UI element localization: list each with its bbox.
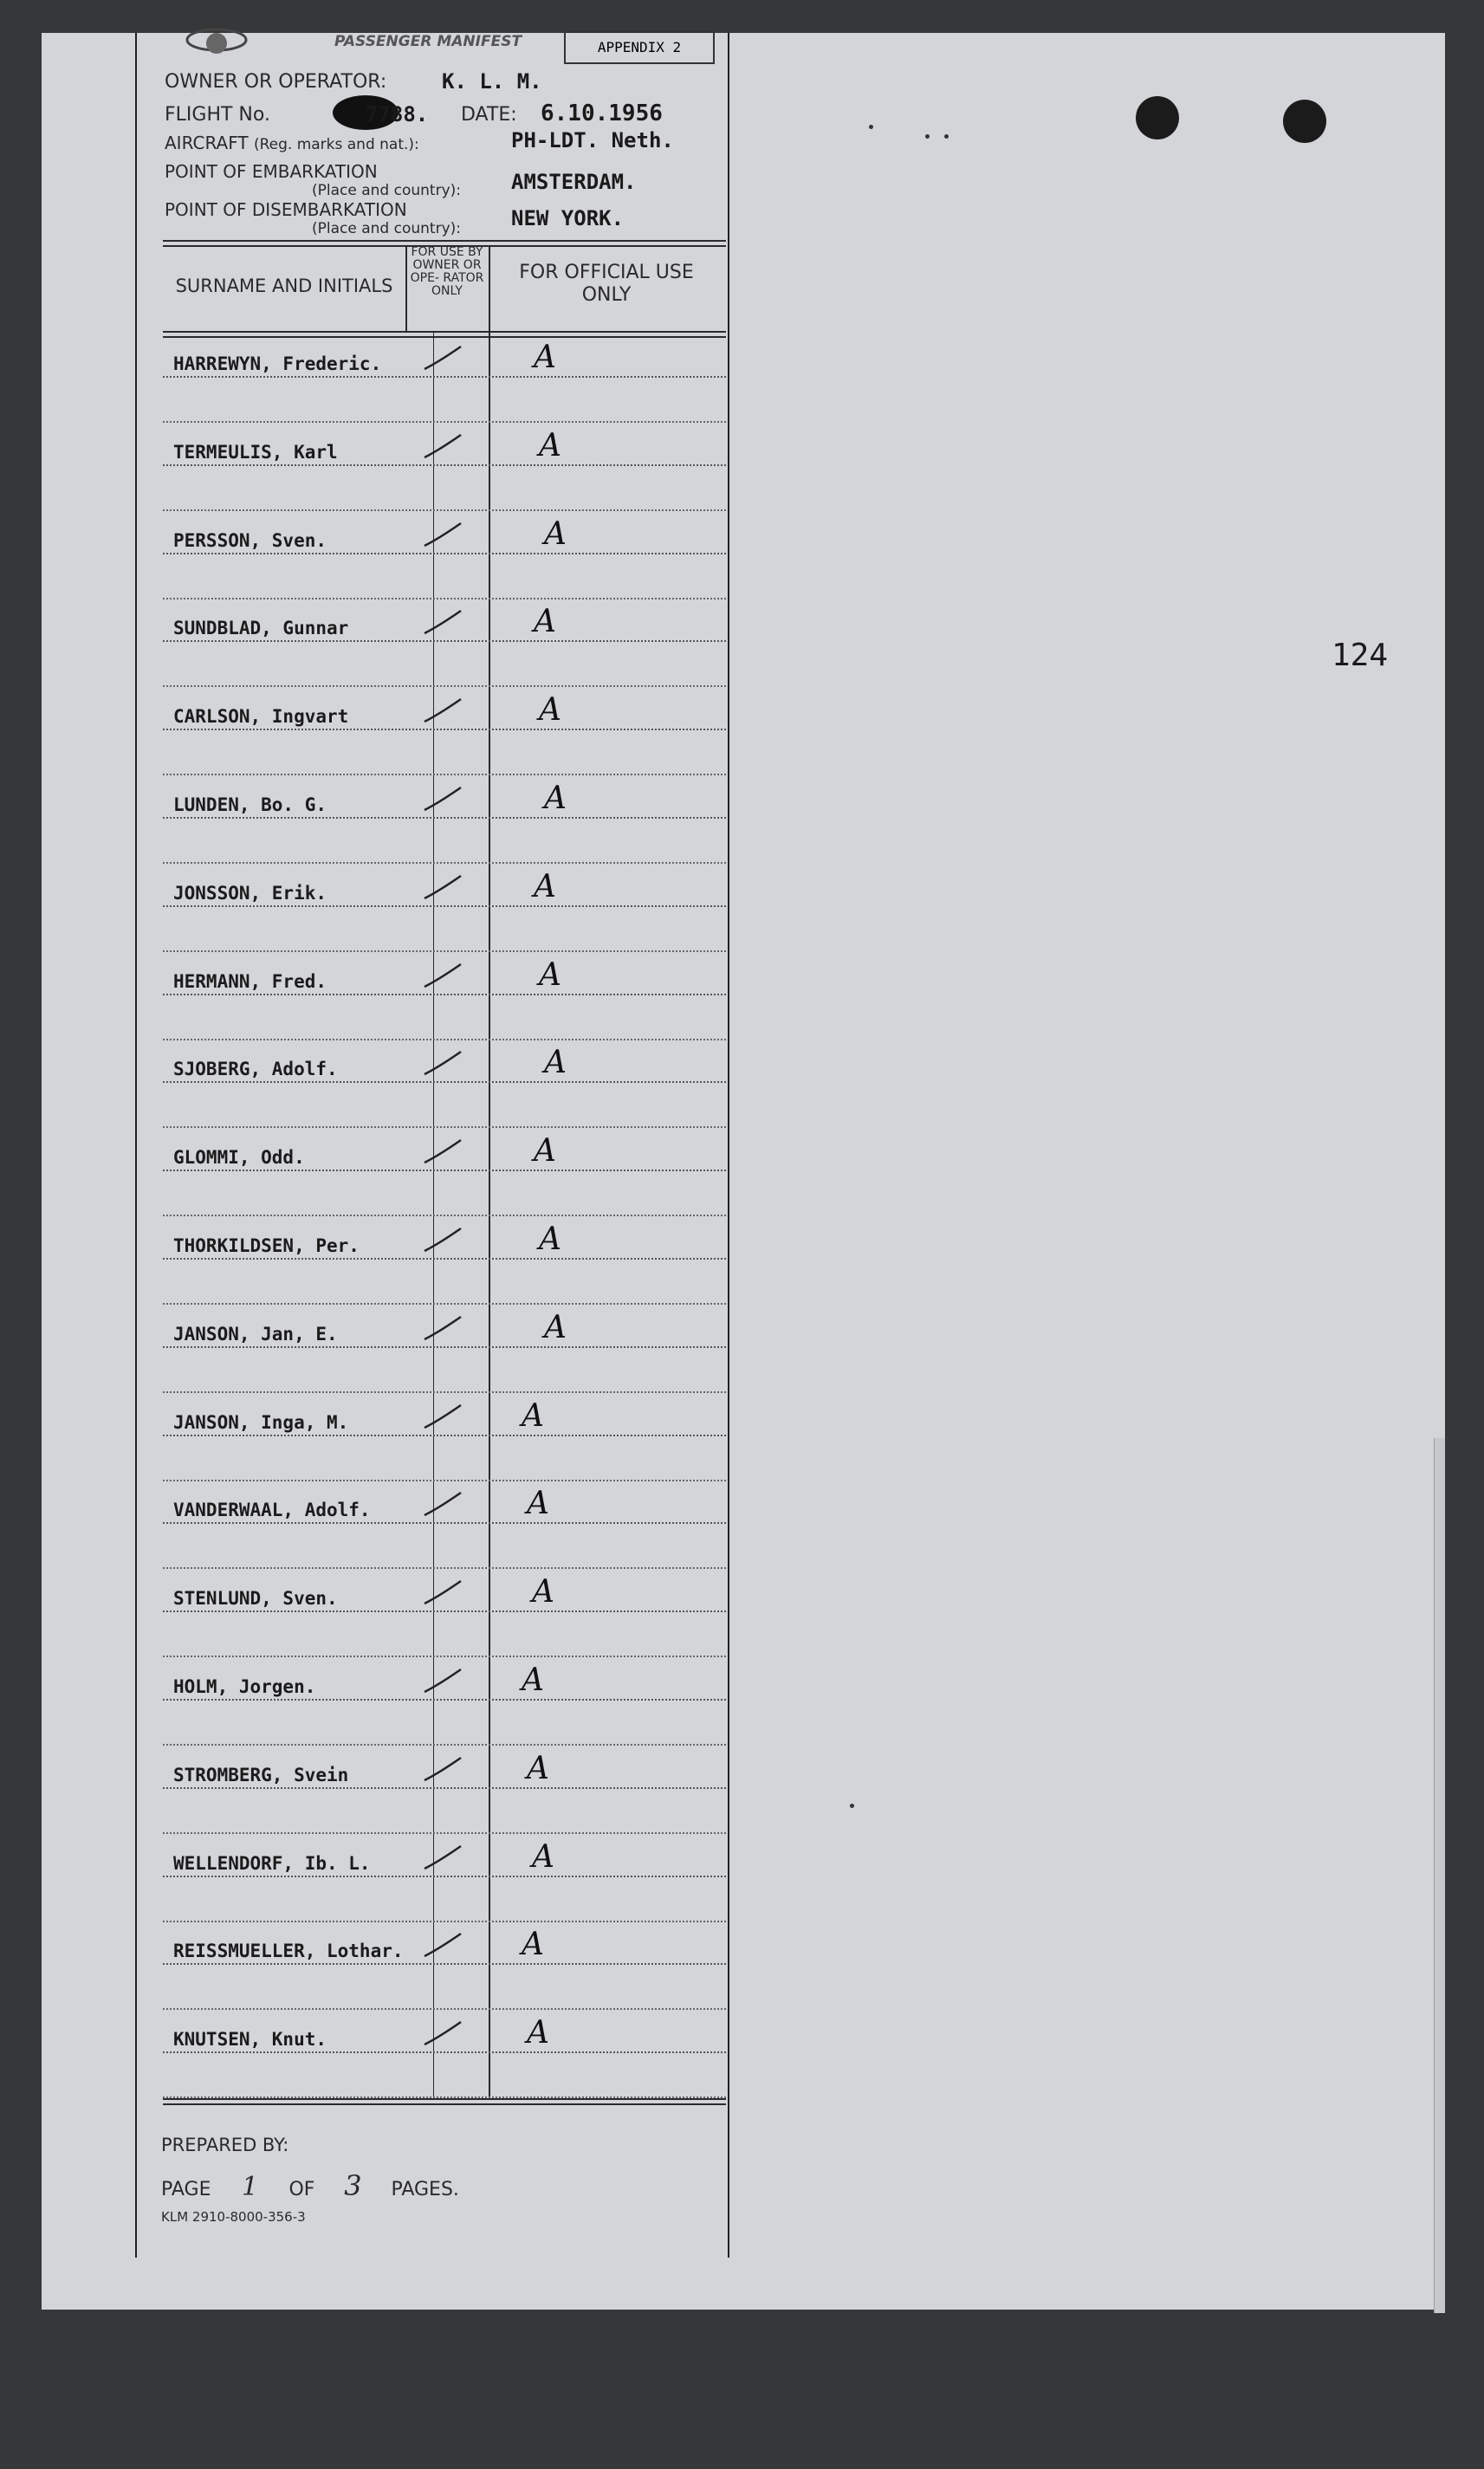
col-surname: SURNAME AND INITIALS xyxy=(175,275,393,296)
official-mark: A xyxy=(532,1574,554,1610)
passenger-name: PERSSON, Sven. xyxy=(173,529,327,551)
owner-value: K. L. M. xyxy=(442,69,542,94)
passenger-row xyxy=(163,1569,726,1656)
checkmark-icon xyxy=(423,607,463,637)
checkmark-icon xyxy=(423,961,463,990)
disembark-label: POINT OF DISEMBARKATION xyxy=(165,199,407,220)
passenger-name: HARREWYN, Frederic. xyxy=(173,353,382,374)
page-line xyxy=(161,2169,459,2202)
col-owner-use: FOR USE BY OWNER OR OPE- RATOR ONLY xyxy=(410,245,484,298)
passenger-name: SUNDBLAD, Gunnar xyxy=(173,618,349,639)
checkmark-icon xyxy=(423,1843,463,1872)
passenger-row xyxy=(163,952,726,1040)
passenger-row xyxy=(163,687,726,774)
official-mark: A xyxy=(544,515,567,552)
row-rule xyxy=(163,817,726,819)
official-mark: A xyxy=(534,340,556,375)
passenger-row xyxy=(163,1481,726,1568)
official-mark: A xyxy=(522,1662,544,1698)
disembark-value: NEW YORK. xyxy=(511,206,625,230)
row-rule xyxy=(163,729,726,730)
row-rule xyxy=(163,1876,726,1877)
row-rule xyxy=(163,376,726,378)
official-mark: A xyxy=(527,1750,549,1786)
page-stamp-number: 124 xyxy=(1332,638,1389,673)
row-rule xyxy=(163,1435,726,1436)
checkmark-icon xyxy=(423,1048,463,1078)
passenger-row xyxy=(163,864,726,951)
passenger-name: REISSMUELLER, Lothar. xyxy=(173,1941,404,1962)
official-mark: A xyxy=(544,1309,567,1345)
header-rule xyxy=(163,240,726,242)
aircraft-label-text: AIRCRAFT xyxy=(165,133,249,153)
row-rule xyxy=(163,640,726,642)
row-rule xyxy=(163,1258,726,1260)
passenger-row xyxy=(163,1746,726,1833)
checkmark-icon xyxy=(423,784,463,813)
paper-edge xyxy=(1434,1438,1445,2313)
checkmark-icon xyxy=(423,1754,463,1784)
checkmark-icon xyxy=(423,431,463,461)
passenger-row xyxy=(163,1834,726,1921)
footer-rule xyxy=(163,2103,726,2105)
airline-logo xyxy=(182,24,303,68)
checkmark-icon xyxy=(423,1402,463,1431)
passenger-name: JANSON, Inga, M. xyxy=(173,1411,349,1433)
passenger-row xyxy=(163,1040,726,1127)
official-mark: A xyxy=(539,1222,561,1257)
page-total: 3 xyxy=(344,2169,362,2202)
header-rule xyxy=(163,331,726,333)
checkmark-icon xyxy=(423,696,463,725)
official-mark: A xyxy=(534,1133,556,1170)
official-mark: A xyxy=(527,2015,549,2051)
checkmark-icon xyxy=(423,1137,463,1166)
checkmark-icon xyxy=(423,2019,463,2048)
official-mark: A xyxy=(527,1486,549,1522)
passenger-name: JANSON, Jan, E. xyxy=(173,1323,338,1345)
row-rule xyxy=(163,1610,726,1612)
owner-label: OWNER OR OPERATOR: xyxy=(165,71,387,93)
footer-rule xyxy=(163,2098,726,2100)
checkmark-icon xyxy=(423,343,463,373)
official-mark: A xyxy=(544,781,567,816)
appendix-box: APPENDIX 2 xyxy=(564,31,715,64)
passenger-row xyxy=(163,334,726,422)
passenger-name: THORKILDSEN, Per. xyxy=(173,1235,360,1256)
row-rule xyxy=(163,1963,726,1965)
row-rule xyxy=(163,1081,726,1083)
pages-label: PAGES. xyxy=(391,2179,459,2200)
passenger-name: HERMANN, Fred. xyxy=(173,970,327,992)
form-title: PASSENGER MANIFEST xyxy=(334,33,522,50)
embark-sublabel: (Place and country): xyxy=(312,182,461,199)
passenger-name: STENLUND, Sven. xyxy=(173,1588,338,1610)
flight-label: FLIGHT No. xyxy=(165,104,270,126)
speck xyxy=(944,134,949,139)
row-rule xyxy=(163,464,726,466)
of-label: OF xyxy=(288,2179,315,2200)
passenger-name: VANDERWAAL, Adolf. xyxy=(173,1500,371,1521)
row-rule xyxy=(163,905,726,907)
checkmark-icon xyxy=(423,1578,463,1607)
official-mark: A xyxy=(522,1927,544,1963)
passenger-row xyxy=(163,775,726,863)
official-mark: A xyxy=(539,956,561,993)
passenger-row xyxy=(163,599,726,686)
checkmark-icon xyxy=(423,1930,463,1960)
passenger-name: STROMBERG, Svein xyxy=(173,1764,349,1785)
checkmark-icon xyxy=(423,1225,463,1254)
passenger-row xyxy=(163,2010,726,2097)
passenger-row xyxy=(163,1921,726,2009)
passenger-row xyxy=(163,1657,726,1745)
official-mark: A xyxy=(522,1397,544,1434)
checkmark-icon xyxy=(423,1313,463,1343)
checkmark-icon xyxy=(423,520,463,549)
passenger-name: GLOMMI, Odd. xyxy=(173,1147,305,1169)
official-mark: A xyxy=(534,868,556,904)
passenger-name: JONSSON, Erik. xyxy=(173,882,327,904)
aircraft-sublabel: (Reg. marks and nat.): xyxy=(253,136,419,153)
official-mark: A xyxy=(539,692,561,729)
col-official-use: FOR OFFICIAL USE ONLY xyxy=(519,262,694,306)
passenger-name: WELLENDORF, Ib. L. xyxy=(173,1852,371,1874)
row-rule xyxy=(163,1699,726,1701)
official-mark: A xyxy=(539,427,561,463)
flight-value: 7788. xyxy=(366,102,429,126)
date-label: DATE: xyxy=(461,104,517,126)
row-rule xyxy=(163,1522,726,1524)
passenger-row xyxy=(163,1216,726,1304)
embark-value: AMSTERDAM. xyxy=(511,170,637,194)
punch-hole xyxy=(1283,100,1326,143)
row-rule xyxy=(163,553,726,554)
checkmark-icon xyxy=(423,872,463,902)
passenger-row xyxy=(163,1305,726,1392)
passenger-name: KNUTSEN, Knut. xyxy=(173,2029,327,2051)
page-current: 1 xyxy=(241,2172,259,2202)
passenger-name: HOLM, Jorgen. xyxy=(173,1676,316,1697)
official-mark: A xyxy=(544,1045,567,1081)
official-mark: A xyxy=(534,604,556,640)
date-value: 6.10.1956 xyxy=(541,100,663,126)
punch-hole xyxy=(1136,96,1179,139)
speck xyxy=(925,134,930,139)
checkmark-icon xyxy=(423,1666,463,1695)
passenger-row xyxy=(163,1128,726,1215)
disembark-sublabel: (Place and country): xyxy=(312,220,461,237)
passenger-name: LUNDEN, Bo. G. xyxy=(173,794,327,815)
row-rule xyxy=(163,1787,726,1789)
checkmark-icon xyxy=(423,1489,463,1519)
embark-label: POINT OF EMBARKATION xyxy=(165,161,378,182)
row-rule xyxy=(163,2051,726,2053)
prepared-by-label: PREPARED BY: xyxy=(161,2135,289,2155)
official-mark: A xyxy=(532,1838,554,1875)
row-rule xyxy=(163,1170,726,1171)
column-divider xyxy=(405,245,407,332)
passenger-row xyxy=(163,1393,726,1481)
passenger-row xyxy=(163,423,726,510)
speck xyxy=(869,125,873,129)
aircraft-value: PH-LDT. Neth. xyxy=(511,128,674,152)
row-rule xyxy=(163,994,726,995)
form-code: KLM 2910-8000-356-3 xyxy=(161,2209,306,2225)
row-rule xyxy=(163,1346,726,1348)
passenger-row xyxy=(163,511,726,599)
passenger-name: SJOBERG, Adolf. xyxy=(173,1059,338,1080)
speck xyxy=(850,1804,854,1808)
page-label: PAGE xyxy=(161,2179,211,2200)
passenger-name: CARLSON, Ingvart xyxy=(173,706,349,728)
passenger-name: TERMEULIS, Karl xyxy=(173,441,338,463)
aircraft-label xyxy=(165,133,419,153)
